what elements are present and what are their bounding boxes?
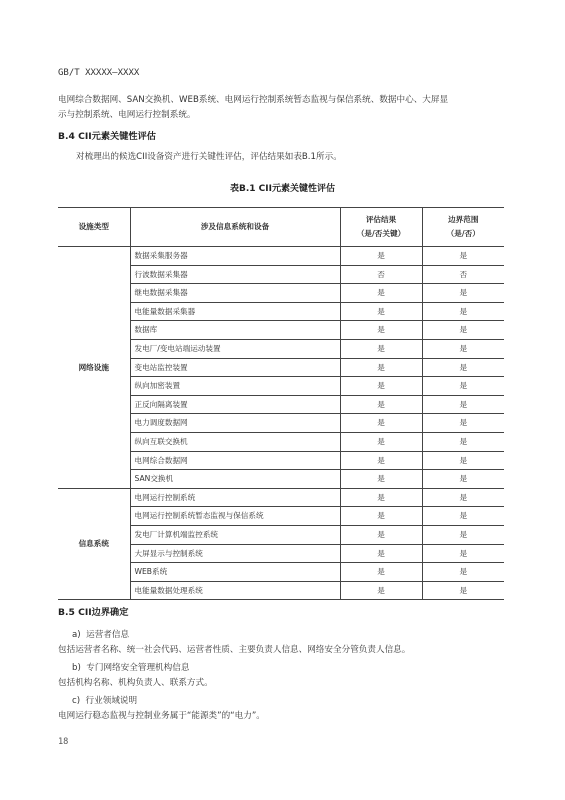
item-a-marker: a) <box>72 630 81 640</box>
result-cell: 是 <box>340 451 422 470</box>
system-cell: 电力调度数据网 <box>130 414 340 433</box>
header-boundary <box>422 208 504 247</box>
boundary-cell: 是 <box>422 525 504 544</box>
item-c-marker: c) <box>72 696 81 706</box>
system-cell: 正反向隔离装置 <box>130 395 340 414</box>
item-c-title: 行业领域说明 <box>85 696 138 706</box>
section-b4-title: B.4 CII元素关键性评估 <box>58 131 156 142</box>
item-b-heading <box>72 661 189 673</box>
system-cell: 数据采集服务器 <box>130 247 340 266</box>
boundary-cell: 是 <box>422 339 504 358</box>
result-cell: 是 <box>340 358 422 377</box>
result-cell: 是 <box>340 377 422 396</box>
item-a-desc: 包括运营者名称、统一社会代码、运营者性质、主要负责人信息、网络安全分管负责人信息。 <box>58 645 411 655</box>
result-cell: 是 <box>340 544 422 563</box>
boundary-cell: 是 <box>422 284 504 303</box>
result-cell: 是 <box>340 395 422 414</box>
system-cell: 电网综合数据网 <box>130 451 340 470</box>
result-cell: 是 <box>340 284 422 303</box>
item-b-marker: b) <box>72 663 81 673</box>
system-cell: 电能量数据处理系统 <box>130 581 340 600</box>
boundary-cell: 是 <box>422 581 504 600</box>
result-cell: 是 <box>340 247 422 266</box>
header-boundary-line1: 边界范围 <box>448 215 479 224</box>
header-result-line2: （是/否关键） <box>356 229 406 238</box>
item-b-desc: 包括机构名称、机构负责人、联系方式。 <box>58 678 213 688</box>
boundary-cell: 是 <box>422 247 504 266</box>
header-result-line1: 评估结果 <box>365 215 397 224</box>
system-cell: 纵向互联交换机 <box>130 432 340 451</box>
boundary-cell: 是 <box>422 358 504 377</box>
header-result <box>340 208 422 247</box>
item-b-title: 专门网络安全管理机构信息 <box>86 663 190 673</box>
boundary-cell: 是 <box>422 377 504 396</box>
result-cell: 是 <box>340 414 422 433</box>
boundary-cell: 是 <box>422 395 504 414</box>
result-cell: 是 <box>340 563 422 582</box>
system-cell: 行波数据采集器 <box>130 265 340 284</box>
result-cell: 否 <box>340 265 422 284</box>
system-cell: 发电厂计算机端监控系统 <box>130 525 340 544</box>
result-cell: 是 <box>340 339 422 358</box>
result-cell: 是 <box>340 525 422 544</box>
system-cell: 大屏显示与控制系统 <box>130 544 340 563</box>
system-cell: 变电站监控装置 <box>130 358 340 377</box>
boundary-cell: 是 <box>422 507 504 526</box>
result-cell: 是 <box>340 302 422 321</box>
system-cell: SAN交换机 <box>130 470 340 489</box>
system-cell: 电网运行控制系统暂态监视与保信系统 <box>130 507 340 526</box>
header-system: 涉及信息系统和设备 <box>130 208 340 247</box>
boundary-cell: 是 <box>422 488 504 507</box>
boundary-cell: 是 <box>422 470 504 489</box>
section-b4-body: 对梳理出的候选CII设备资产进行关键性评估，评估结果如表B.1所示。 <box>76 152 342 162</box>
item-a-title: 运营者信息 <box>86 630 130 640</box>
assessment-table <box>58 207 504 600</box>
intro-line-2: 示与控制系统、电网运行控制系统。 <box>58 110 196 120</box>
table-row <box>58 488 504 507</box>
header-boundary-line2: （是/否） <box>446 229 480 238</box>
standard-code: GB/T XXXXX—XXXX <box>58 68 140 78</box>
system-cell: 数据库 <box>130 321 340 340</box>
result-cell: 是 <box>340 488 422 507</box>
system-cell: 发电厂/变电站端运动装置 <box>130 339 340 358</box>
result-cell: 是 <box>340 470 422 489</box>
system-cell: 电网运行控制系统 <box>130 488 340 507</box>
system-cell: 纵向加密装置 <box>130 377 340 396</box>
table-row <box>58 247 504 266</box>
table-header-row <box>58 208 504 247</box>
system-cell: 继电数据采集器 <box>130 284 340 303</box>
section-b5-title: B.5 CII边界确定 <box>58 607 129 618</box>
boundary-cell: 是 <box>422 451 504 470</box>
category-cell: 网络设施 <box>58 247 130 489</box>
result-cell: 是 <box>340 321 422 340</box>
boundary-cell: 是 <box>422 544 504 563</box>
category-cell: 信息系统 <box>58 488 130 600</box>
table-caption: 表B.1 CII元素关键性评估 <box>230 184 335 194</box>
boundary-cell: 是 <box>422 302 504 321</box>
boundary-cell: 是 <box>422 414 504 433</box>
boundary-cell: 是 <box>422 432 504 451</box>
system-cell: WEB系统 <box>130 563 340 582</box>
boundary-cell: 是 <box>422 563 504 582</box>
header-category: 设施类型 <box>58 208 130 247</box>
system-cell: 电能量数据采集器 <box>130 302 340 321</box>
result-cell: 是 <box>340 581 422 600</box>
intro-line-1: 电网综合数据网、SAN交换机、WEB系统、电网运行控制系统暂态监视与保信系统、数据中心、大屏显 <box>58 95 449 105</box>
page-number: 18 <box>58 737 69 747</box>
boundary-cell: 是 <box>422 321 504 340</box>
result-cell: 是 <box>340 507 422 526</box>
item-a-heading <box>72 628 129 640</box>
item-c-desc: 电网运行稳态监视与控制业务属于“能源类”的“电力”。 <box>58 711 265 721</box>
result-cell: 是 <box>340 432 422 451</box>
boundary-cell: 否 <box>422 265 504 284</box>
item-c-heading <box>72 694 137 706</box>
